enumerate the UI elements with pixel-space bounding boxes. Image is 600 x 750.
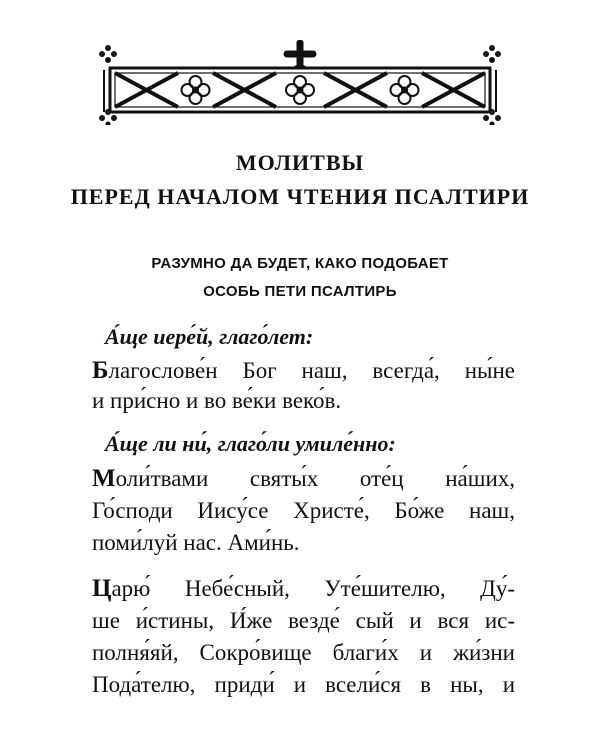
page-title-line1: МОЛИТВЫ <box>235 150 365 175</box>
prayer2-line1 <box>92 465 515 493</box>
page-title-line2: ПЕРЕД НАЧАЛОМ ЧТЕНИЯ ПСАЛТИРИ <box>70 184 530 209</box>
prayer2-line1-text: оли́твами святы́х оте́ц на́ших, <box>115 466 515 491</box>
prayer3-line1-text: арю́ Небе́сный, Уте́шителю, Ду́- <box>111 576 515 601</box>
prayer3-line4: Пода́телю, приди́ и всели́ся в ны, и <box>92 672 515 697</box>
prayer3-initial: Ц <box>92 575 112 602</box>
subtitle-line2: ОСОБЬ ПЕТИ ПСАЛТИРЬ <box>203 283 397 300</box>
prayer2-line3: поми́луй нас. Ами́нь. <box>92 530 300 555</box>
cross-ornament-icon <box>284 40 316 69</box>
band-rosettes <box>182 76 419 104</box>
rubric-layman: А́ще ли ни́, глаго́ли умиле́нно: <box>105 431 396 456</box>
prayer1-line1 <box>92 357 515 385</box>
rubric-priest: А́ще иере́й, глаго́лет: <box>105 324 314 349</box>
prayer3-line3: полня́яй, Сокро́вище благи́х и жи́зни <box>92 640 515 665</box>
prayer3-line1 <box>92 575 515 603</box>
prayer1-initial: Б <box>92 357 109 384</box>
ornamental-header-band <box>92 40 508 125</box>
prayer1-line1-text: лагослове́н Бог наш, всегда́, ны́не <box>108 358 515 383</box>
prayer3-line2: ше и́стины, И́же везде́ сый и вся ис- <box>92 608 515 633</box>
prayer2-initial: М <box>92 465 116 492</box>
prayer1-line2: и при́сно и во ве́ки веко́в. <box>92 388 342 413</box>
subtitle-line1: РАЗУМНО ДА БУДЕТ, КАКО ПОДОБАЕТ <box>151 255 449 272</box>
prayer2-line2: Го́споди Иису́се Христе́, Бо́же наш, <box>92 498 515 523</box>
